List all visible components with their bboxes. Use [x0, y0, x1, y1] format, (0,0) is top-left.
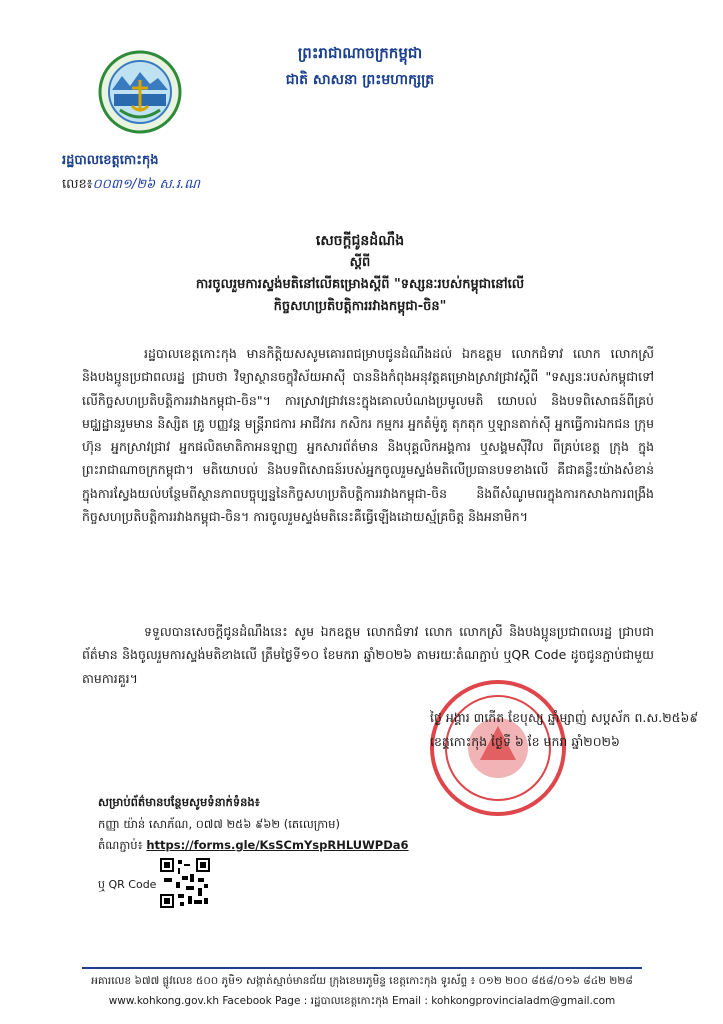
nation-heading: ព្រះរាជាណាចក្រកម្ពុជា [297, 44, 423, 62]
title-line-4: កិច្ចសហប្រតិបត្តិការរវាងកម្ពុជា-ចិន" [273, 299, 447, 314]
qr-code[interactable] [160, 858, 210, 908]
title-line-1: សេចក្តីជូនដំណឹង [315, 233, 405, 249]
title-line-2: ស្តីពី [349, 255, 371, 270]
survey-link-label: តំណភ្ជាប់៖ [98, 838, 143, 852]
body-paragraph-2: ទទួលបានសេចក្តីជូនដំណឹងនេះ សូម ឯកឧត្តម លោកជំទាវ លោក លោកស្រី និងបងប្អូនប្រជាពលរដ្ឋ ជ្រាបជាព័ត៌មាន និងចូលរួមការស្ទង់មតិខាងលើ ត្រឹមថ្ងៃទី១០ ខែមករា ឆ្នាំ២០២៦ តាមរយៈតំណភ្ជាប់ ឬQR Code ដូចជូនភ្ជាប់ជាមួយ តាមការគួរ។ [82, 624, 654, 686]
qr-label: ឬ QR Code [98, 878, 157, 891]
title-line-3: ការចូលរួមការស្ទង់មតិនៅលើគម្រោងស្តីពី "ទស្សនៈរបស់កម្ពុជានៅលើ [195, 277, 525, 292]
contact-person: កញ្ញា យ៉ាន់ សោភ័ណ, ០៧៧ ២៥៦ ៩៦២ (តេលេក្រាម) [98, 817, 340, 831]
reference-label: លេខ៖ [62, 177, 93, 192]
survey-link[interactable]: https://forms.gle/KsSCmYspRHLUWPDa6 [146, 838, 409, 852]
footer-facebook-label: Facebook Page : [222, 995, 308, 1007]
footer-website[interactable]: www.kohkong.gov.kh [108, 995, 219, 1007]
contact-heading: សម្រាប់ព័ត៌មានបន្ថែមសូមទំនាក់ទំនង៖ [98, 795, 260, 809]
provincial-logo [98, 50, 182, 134]
motto-heading: ជាតិ សាសនា ព្រះមហាក្សត្រ [285, 72, 435, 88]
footer-facebook[interactable]: រដ្ឋបាលខេត្តកោះកុង [310, 995, 389, 1007]
solar-date: ខេត្តកោះកុង ថ្ងៃទី ៦ ខែ មករា ឆ្នាំ២០២៦ [430, 734, 620, 749]
lunar-date: ថ្ងៃ អង្គារ ៣កើត ខែបុស្ស ឆ្នាំម្សាញ់ សប្តស័ក ព.ស.២៥៦៩ [430, 710, 699, 725]
organization-name: រដ្ឋបាលខេត្តកោះកុង [62, 153, 159, 168]
reference-number [62, 176, 200, 195]
body-paragraph-1: រដ្ឋបាលខេត្តកោះកុង មានកិត្តិយសសូមគោរពជម្រាបជូនដំណឹងដល់ ឯកឧត្តម លោកជំទាវ លោក លោកស្រី និងបងប្អូនប្រជាពលរដ្ឋ ជ្រាបថា វិទ្យាស្ថានចក្ខុវិស័យអាស៊ី បាននិងកំពុងអនុវត្តគម្រោងស្រាវជ្រាវស្តីពី "ទស្សនៈរបស់កម្ពុជាទៅលើកិច្ចសហប្រតិបត្តិការរវាងកម្ពុជា-ចិន"។ ការស្រាវជ្រាវនេះក្នុងគោលបំណងប្រមូលមតិ យោបល់ និងបទពិសោធន៍ពីគ្រប់មជ្ឈដ្ឋានរួមមាន និស្សិត គ្រូ បញ្ញវន្ត មន្ត្រីរាជការ អាជីវករ កសិករ កម្មករ អ្នកតំម៉ូតូ តុកតុក ឬឡានតាក់ស៊ី អ្នកធ្វើការឯកជន ក្រុមហ៊ុន អ្នកស្រាវជ្រាវ អ្នកផលិតមាតិកាអនឡាញ អ្នកសារព័ត៌មាន និងបុគ្គលិកអង្គការ ឬសង្គមស៊ីវិល ពីគ្រប់ខេត្ត ក្រុង ក្នុងព្រះរាជាណាចក្រកម្ពុជា។ មតិយោបល់ និងបទពិសោធន៍របស់អ្នកចូលរួមស្ទង់មតិលើប្រធានបទខាងលើ គឺជាគន្លឹះយ៉ាងសំខាន់ក្នុងការស្វែងយល់បន្ថែមពីស្ថានភាពបច្ចុប្បន្ននៃកិច្ចសហប្រតិបត្តិការរវាងកម្ពុជា-ចិន និងពីសំណូមពរក្នុងការកសាងការពង្រឹងកិច្ចសហប្រតិបត្តិការរវាងកម្ពុជា-ចិន។ ការចូលរួមស្ទង់មតិនេះគឺធ្វើឡើងដោយស្ម័គ្រចិត្ត និងអនាមិក។ [82, 346, 654, 525]
footer-address: អគារលេខ ៦៧៧ ផ្លូវលេខ ៥០០ ភូមិ១ សង្កាត់ស្មាច់មានជ័យ ក្រុងខេមរភូមិន្ទ ខេត្តកោះកុង ទូរស័ព្ទ ៖ ០១២ ២០០ ៨៥៨/០១៦ ៨៤២ ២២៨ [91, 975, 633, 987]
document-title [110, 230, 610, 318]
footer-divider [82, 967, 642, 969]
footer-email-label: Email : [391, 995, 428, 1007]
survey-link-row [98, 838, 409, 855]
reference-value: ០០៣១/២៦ ស.រ.ណ [92, 177, 201, 192]
footer-email[interactable]: kohkongprovincialadm@gmail.com [431, 995, 616, 1007]
footer-contacts [82, 995, 642, 1010]
